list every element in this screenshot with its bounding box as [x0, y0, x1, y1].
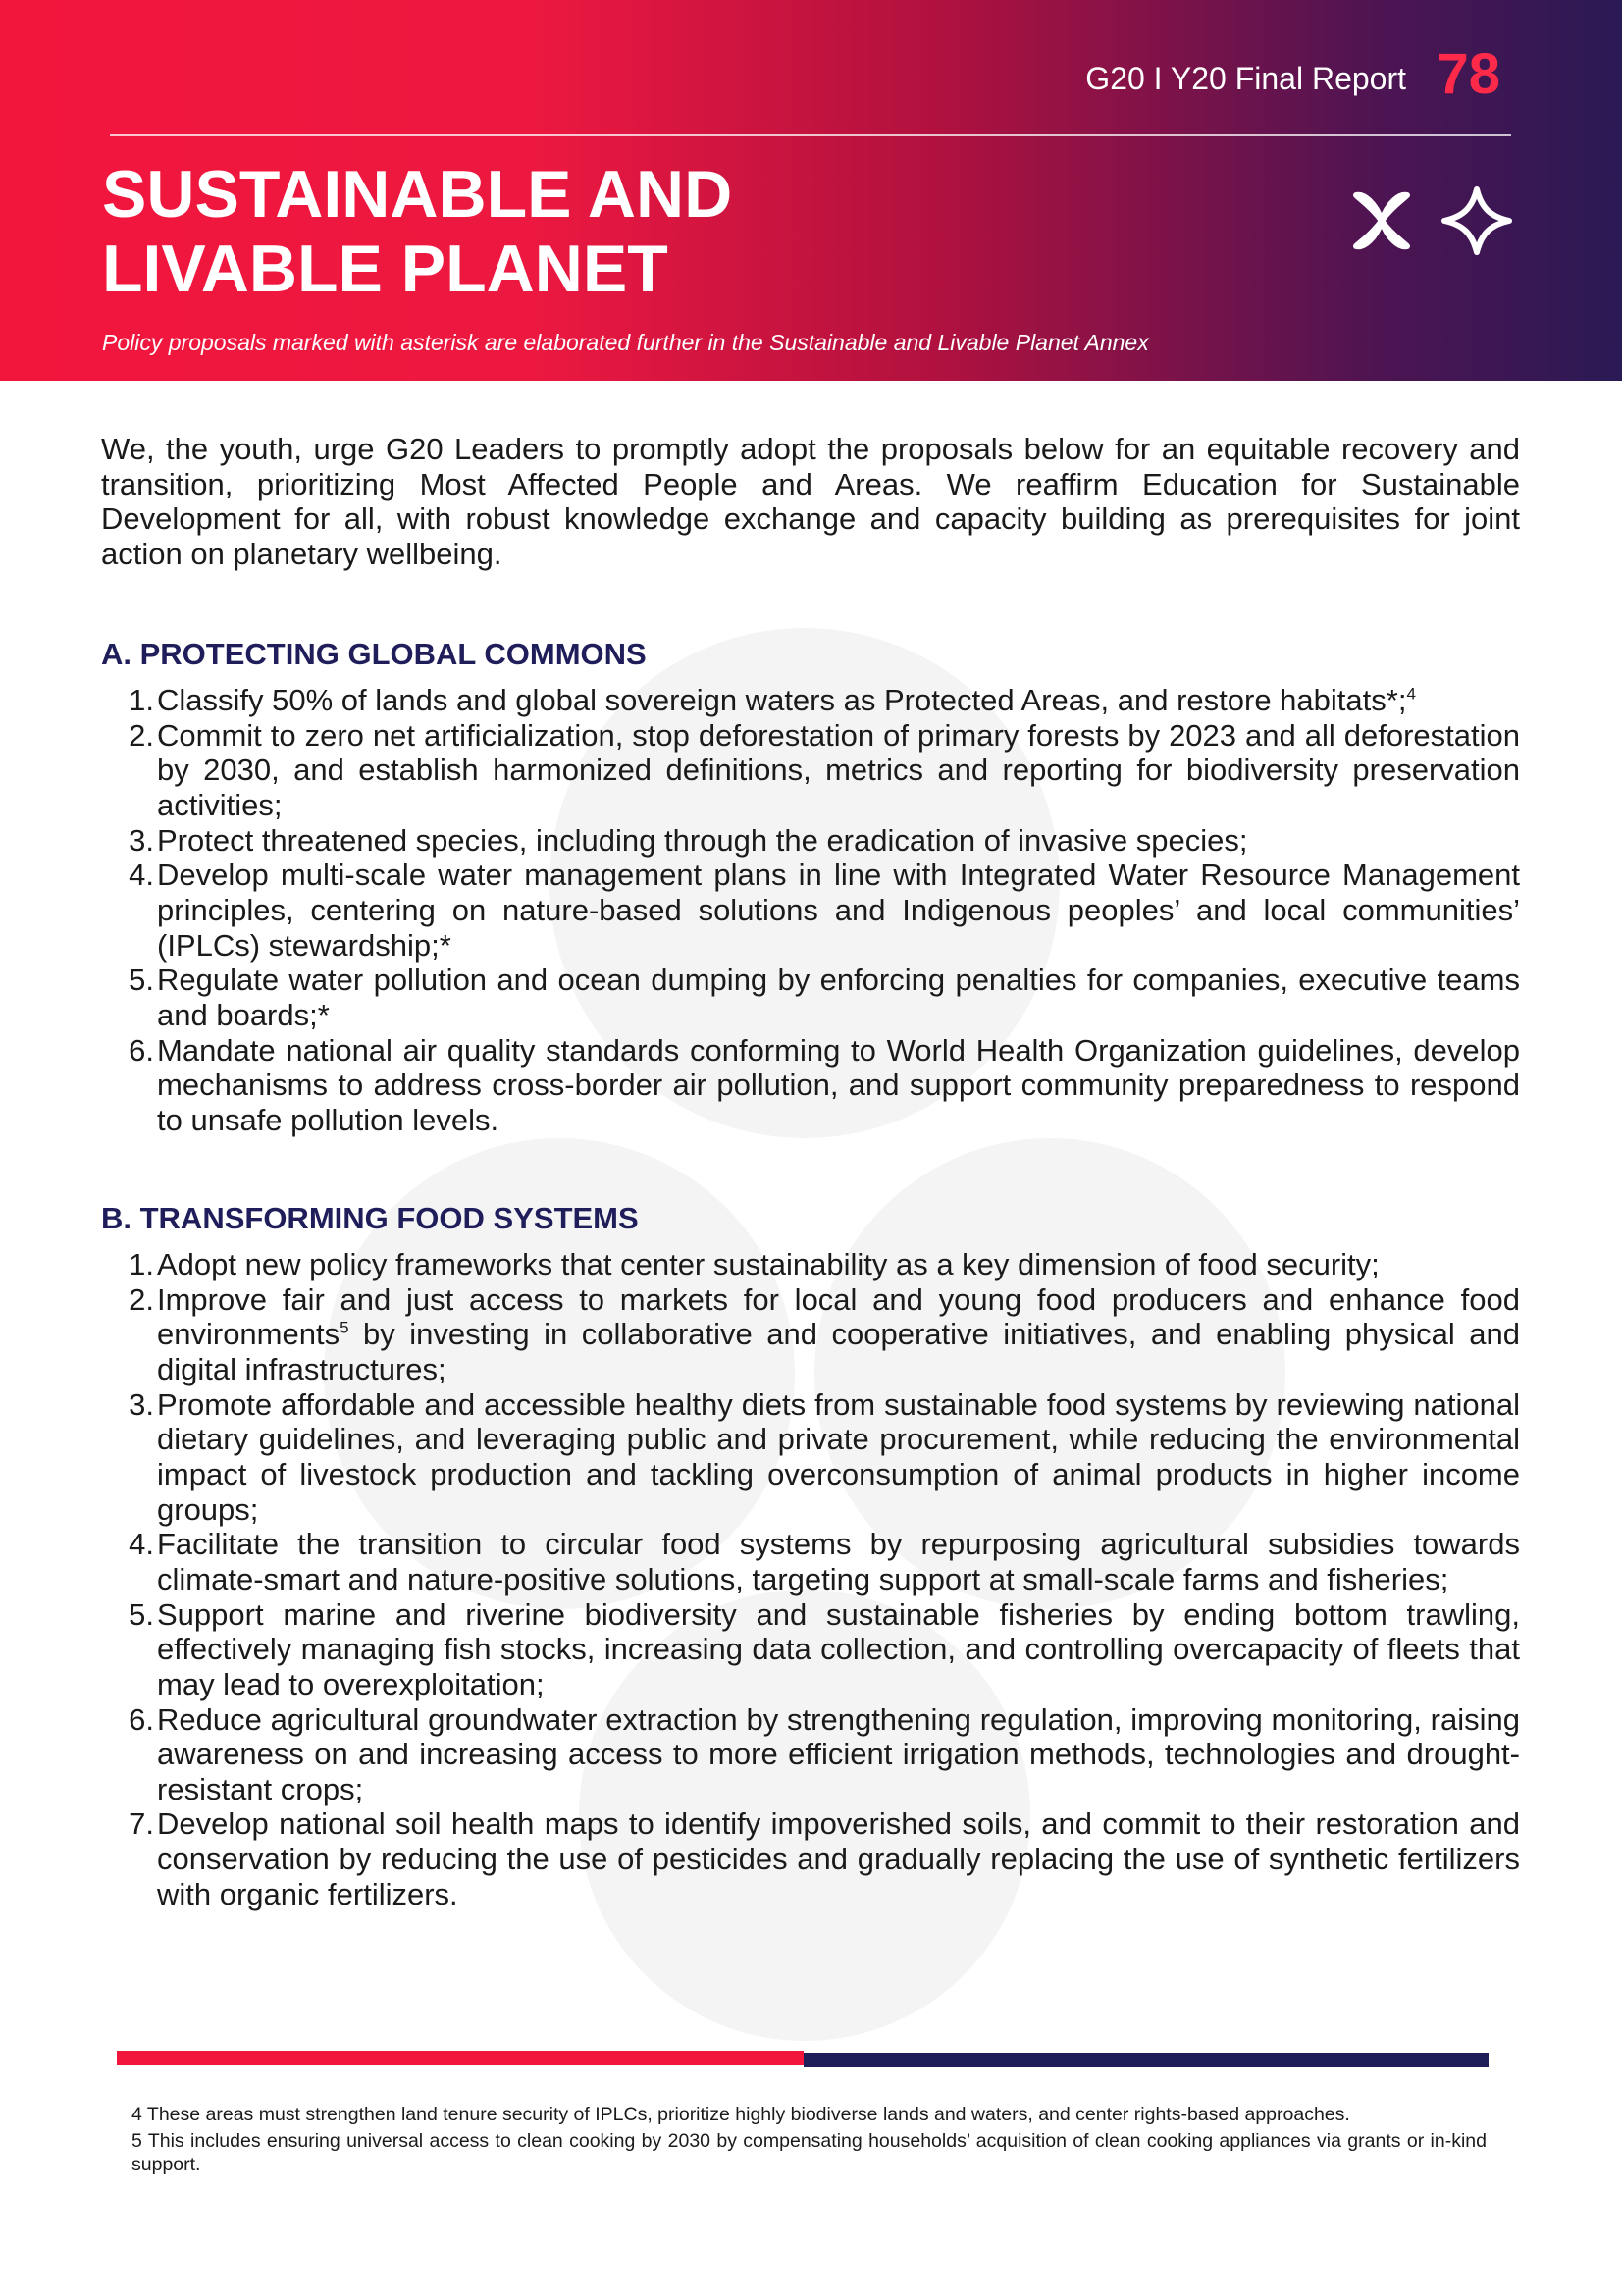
list-item: 3. Protect threatened species, including through the eradication of invasive species; — [129, 822, 1248, 858]
footnote-5: 5 This includes ensuring universal access to clean cooking by 2030 by compensating households’ acquisition of clean cooking appliances via grants or in-kind support. — [131, 2130, 1487, 2175]
page-title — [102, 157, 732, 306]
section-b-heading: B. TRANSFORMING FOOD SYSTEMS — [101, 1200, 639, 1235]
report-title: G20 I Y20 Final Report — [1085, 61, 1406, 96]
main-content — [101, 432, 1520, 1974]
footnote-ref: 5 — [340, 1319, 349, 1338]
page-subtitle: Policy proposals marked with asterisk are elaborated further in the Sustainable and Livable Planet Annex — [102, 330, 1149, 355]
section-a-heading: A. PROTECTING GLOBAL COMMONS — [101, 636, 647, 671]
list-item: 1. Adopt new policy frameworks that center sustainability as a key dimension of food security; — [129, 1247, 1380, 1282]
y20-logo-icon — [1344, 182, 1521, 265]
list-item: 4. Develop multi-scale water management plans in line with Integrated Water Resource Management principles, centering on nature-based solutions and Indigenous peoples’ and local communities’ (IPLCs) stewardship;* — [129, 858, 1520, 963]
title-line-2: LIVABLE PLANET — [102, 232, 668, 307]
list-item: 2. Commit to zero net artificialization, stop deforestation of primary forests by 2023 and all deforestation by 2030, and establish harmonized definitions, metrics and reporting for biodiversity preservation activities; — [129, 717, 1520, 823]
list-item: 6. Reduce agricultural groundwater extraction by strengthening regulation, improving monitoring, raising awareness on and increasing access to more efficient irrigation methods, technologies and drought-resistant crops; — [129, 1701, 1520, 1806]
footnote-ref: 4 — [1406, 684, 1416, 704]
footer-divider-navy — [804, 2053, 1489, 2067]
intro-paragraph: We, the youth, urge G20 Leaders to promptly adopt the proposals below for an equitable recovery and transition, prioritizing Most Affected People and Areas. We reaffirm Education for Sustainable Development for all, with robust knowledge exchange and capacity building as prerequisites for joint action on planetary wellbeing. — [101, 432, 1520, 571]
list-item: 1. Classify 50% of lands and global sovereign waters as Protected Areas, and restore habitats*;$^4$ — [129, 683, 1416, 718]
header-divider — [110, 134, 1511, 136]
list-item: 6. Mandate national air quality standards conforming to World Health Organization guidelines, develop mechanisms to address cross-border air pollution, and support community preparedness to respond to unsafe pollution levels. — [129, 1032, 1520, 1137]
footnote-4: 4 These areas must strengthen land tenure security of IPLCs, prioritize highly biodiverse lands and waters, and center rights-based approaches. — [131, 2104, 1350, 2125]
section-a-list — [101, 683, 1520, 1137]
list-item: 3. Promote affordable and accessible healthy diets from sustainable food systems by reviewing national dietary guidelines, and leveraging public and private procurement, while reducing the environmental impact of livestock production and tackling overconsumption of animal products in higher income groups; — [129, 1386, 1520, 1527]
list-item: 4. Facilitate the transition to circular food systems by repurposing agricultural subsidies towards climate-smart and nature-positive solutions, targeting support at small-scale farms and fisheries; — [129, 1527, 1520, 1596]
footnotes — [131, 2104, 1487, 2180]
section-b-list — [101, 1247, 1520, 1911]
list-item: 5. Support marine and riverine biodiversity and sustainable fisheries by ending bottom trawling, effectively managing fish stocks, increasing data collection, and controlling overcapacity of fleets that may lead to overexploitation; — [129, 1596, 1520, 1701]
header-banner — [0, 0, 1622, 381]
list-item: 7. Develop national soil health maps to identify impoverished soils, and commit to their restoration and conservation by reducing the use of pesticides and gradually replacing the use of synthetic fertilizers with organic fertilizers. — [129, 1806, 1520, 1911]
footer-divider-red — [117, 2051, 804, 2065]
list-item: 2. Improve fair and just access to markets for local and young food producers and enhance food environments$^5$ by investing in collaborative and cooperative initiatives, and enabling physical and digital infrastructures; — [129, 1281, 1520, 1387]
list-item: 5. Regulate water pollution and ocean dumping by enforcing penalties for companies, executive teams and boards;* — [129, 963, 1520, 1032]
page-number: 78 — [1437, 42, 1500, 106]
title-line-1: SUSTAINABLE AND — [102, 157, 733, 232]
